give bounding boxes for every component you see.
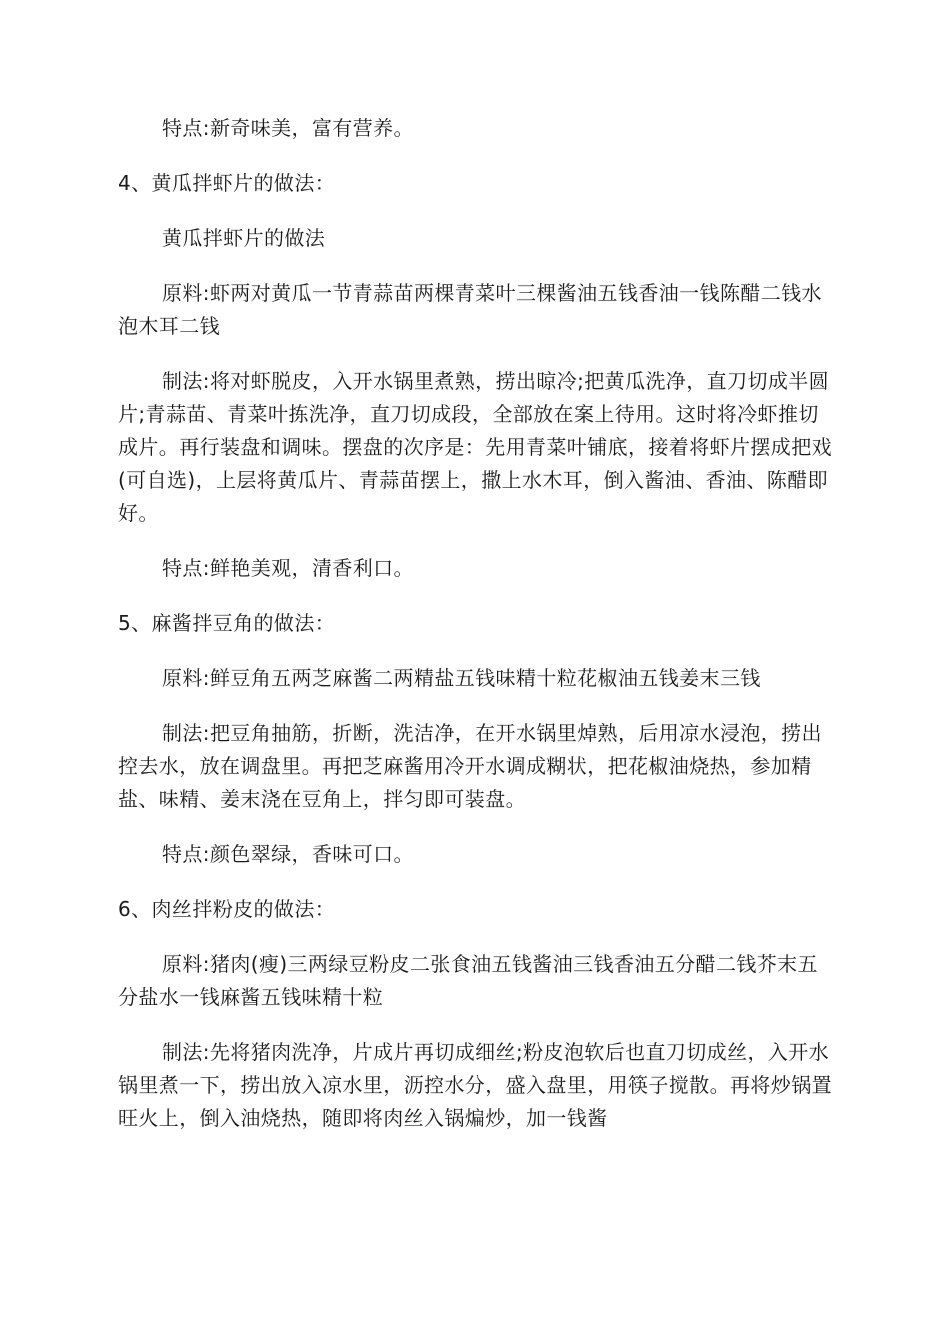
section-heading: 4、黄瓜拌虾片的做法：: [118, 171, 336, 195]
paragraph-subtitle: 黄瓜拌虾片的做法: [162, 226, 326, 250]
paragraph-feature: 特点:鲜艳美观，清香利口。: [162, 556, 414, 580]
paragraph-method: 制法:将对虾脱皮，入开水锅里煮熟，捞出晾冷;把黄瓜洗净，直刀切成半圆片;青蒜苗、青菜叶拣洗净，直刀切成段，全部放在案上待用。这时将冷虾推切成片。再行装盘和调味。摆盘的次序是：先用青菜叶铺底，接着将虾片摆成把戏(可自选)，上层将黄瓜片、青蒜苗摆上，撒上水木耳，倒入酱油、香油、陈醋即好。: [118, 369, 832, 525]
section-heading: 6、肉丝拌粉皮的做法：: [118, 897, 336, 921]
section-heading: 5、麻酱拌豆角的做法：: [118, 611, 336, 635]
paragraph-feature: 特点:颜色翠绿，香味可口。: [162, 842, 414, 866]
paragraph-feature: 特点:新奇味美，富有营养。: [162, 116, 414, 140]
paragraph-method: 制法:把豆角抽筋，折断，洗洁净，在开水锅里焯熟，后用凉水浸泡，捞出控去水，放在调盘里。再把芝麻酱用冷开水调成糊状，把花椒油烧热，参加精盐、味精、姜末浇在豆角上，拌匀即可装盘。: [118, 721, 822, 811]
paragraph-ingredients: 原料:猪肉(瘦)三两绿豆粉皮二张食油五钱酱油三钱香油五分醋二钱芥末五分盐水一钱麻酱五钱味精十粒: [118, 952, 818, 1009]
paragraph-method: 制法:先将猪肉洗净，片成片再切成细丝;粉皮泡软后也直刀切成丝，入开水锅里煮一下，捞出放入凉水里，沥控水分，盛入盘里，用筷子搅散。再将炒锅置旺火上，倒入油烧热，随即将肉丝入锅煸炒，加一钱酱: [118, 1040, 832, 1130]
paragraph-ingredients: 原料:虾两对黄瓜一节青蒜苗两棵青菜叶三棵酱油五钱香油一钱陈醋二钱水泡木耳二钱: [118, 281, 822, 338]
paragraph-ingredients: 原料:鲜豆角五两芝麻酱二两精盐五钱味精十粒花椒油五钱姜末三钱: [162, 666, 761, 690]
